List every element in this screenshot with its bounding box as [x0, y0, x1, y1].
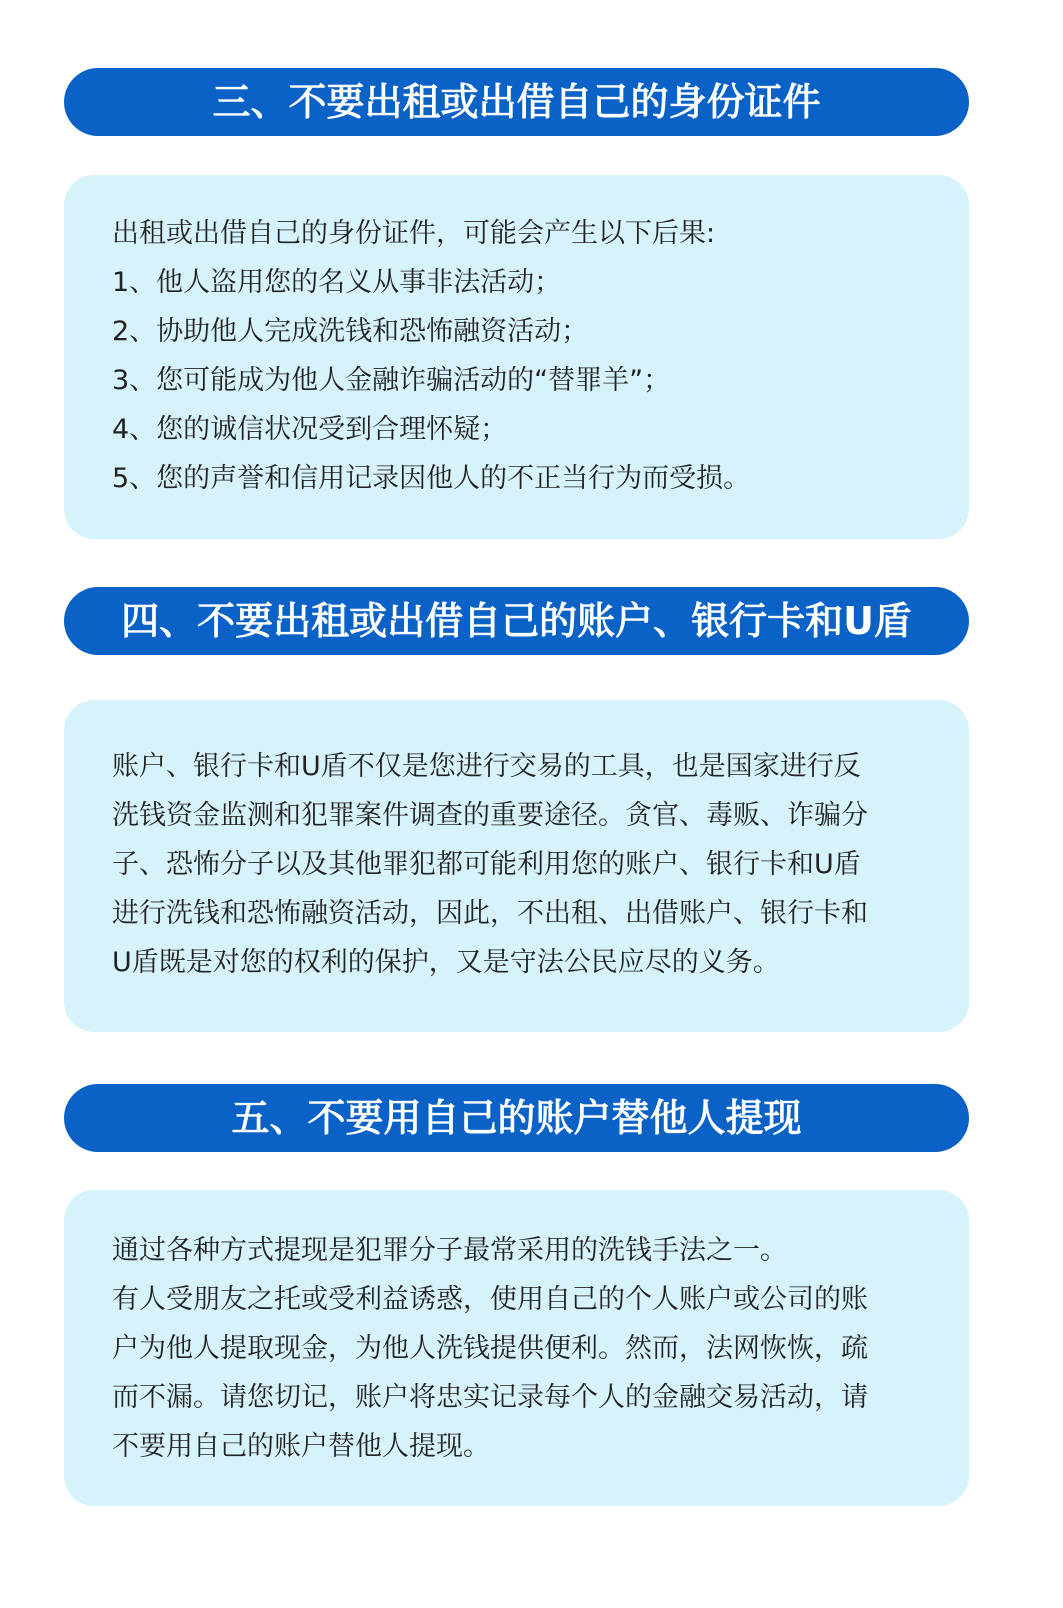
- section3-line-1: 1、他人盗用您的名义从事非法活动；: [112, 267, 562, 298]
- section3-line-3: 3、您可能成为他人金融诈骗活动的“替罪羊”；: [112, 365, 671, 396]
- section3-line-5: 5、您的声誉和信用记录因他人的不正当行为而受损。: [112, 463, 751, 494]
- section5-line-0: 通过各种方式提现是犯罪分子最常采用的洗钱手法之一。: [112, 1235, 787, 1266]
- section4-line-4: U盾既是对您的权利的保护，又是守法公民应尽的义务。: [112, 947, 780, 978]
- section3-line-4: 4、您的诚信状况受到合理怀疑；: [112, 414, 508, 445]
- section4-card: [64, 700, 969, 1032]
- section5-line-3: 而不漏。请您切记，账户将忠实记录每个人的金融交易活动，请: [112, 1382, 868, 1413]
- section3-card: [64, 175, 969, 539]
- section5-line-2: 户为他人提取现金，为他人洗钱提供便利。然而，法网恢恢，疏: [112, 1333, 868, 1364]
- section5-title: 五、不要用自己的账户替他人提现: [231, 1096, 802, 1140]
- section5-line-1: 有人受朋友之托或受利益诱惑，使用自己的个人账户或公司的账: [112, 1284, 868, 1315]
- section3-line-0: 出租或出借自己的身份证件，可能会产生以下后果:: [112, 218, 716, 249]
- section5-card: [64, 1190, 969, 1506]
- section5-title-banner: [64, 1084, 969, 1152]
- section4-title: 四、不要出租或出借自己的账户、银行卡和U盾: [121, 599, 912, 643]
- section4-line-3: 进行洗钱和恐怖融资活动，因此，不出租、出借账户、银行卡和: [112, 898, 868, 929]
- section4-title-banner: [64, 587, 969, 655]
- section4-line-0: 账户、银行卡和U盾不仅是您进行交易的工具，也是国家进行反: [112, 751, 861, 782]
- section3-line-2: 2、协助他人完成洗钱和恐怖融资活动；: [112, 316, 589, 347]
- section5-line-4: 不要用自己的账户替他人提现。: [112, 1431, 490, 1462]
- section4-line-2: 子、恐怖分子以及其他罪犯都可能利用您的账户、银行卡和U盾: [112, 849, 861, 880]
- section3-title-banner: [64, 68, 969, 136]
- section4-line-1: 洗钱资金监测和犯罪案件调查的重要途径。贪官、毒贩、诈骗分: [112, 800, 868, 831]
- section3-title: 三、不要出租或出借自己的身份证件: [212, 80, 821, 124]
